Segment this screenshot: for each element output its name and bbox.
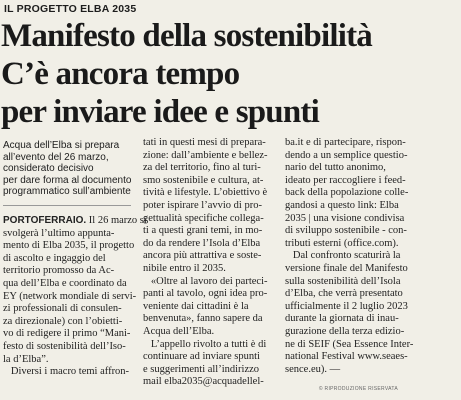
summary-line: Acqua dell’Elba si prepara <box>3 140 120 151</box>
article-first-line <box>3 214 147 228</box>
article-line: vo di redigere il primo “Mani- <box>3 328 131 340</box>
article-line: ufficialmente il 2 luglio 2023 <box>285 300 408 312</box>
column-3-lines <box>285 137 415 376</box>
article-line: L’appello rivolto a tutti è di <box>143 338 267 350</box>
article-line: veniente dai cittadini è la <box>143 300 249 312</box>
summary-line: considerato decisivo <box>3 163 94 175</box>
article-line: durante la giornata di inau- <box>285 313 399 325</box>
headline-line: C’è ancora tempo <box>1 56 240 92</box>
article-line: la d’Elba”. <box>3 353 49 365</box>
article-line: e suggerimenti all’indirizzo <box>143 363 260 375</box>
summary <box>3 140 135 198</box>
article-column-2 <box>143 137 276 389</box>
article-line: do da rendere l’Isola d’Elba <box>143 237 261 249</box>
kicker: IL PROGETTO ELBA 2035 <box>4 3 137 15</box>
summary-line: all’evento del 26 marzo, <box>3 151 109 163</box>
article-line: gurazione della terza edizio- <box>285 325 405 337</box>
article-line: national Festival www.seaes- <box>285 351 408 363</box>
article-column-1 <box>3 140 147 379</box>
article-line: tributi esterni (office.com). <box>285 237 399 249</box>
article-line: ancora più attrattiva e soste- <box>143 250 262 262</box>
article-line: d’Elba, che verrà presentato <box>285 288 403 300</box>
article-line: gandosi a questo link: Elba <box>285 199 399 211</box>
article-line: zione: dall’ambiente e bellez- <box>143 149 268 161</box>
article-line: sence.eu). — <box>285 363 341 375</box>
headline <box>1 17 461 131</box>
article-line: nibile entro il 2035. <box>143 262 226 274</box>
article-line: za del territorio, fino al turi- <box>143 162 261 174</box>
article-text: Il 26 marzo si <box>86 214 147 226</box>
article-line: dendo a un semplice questio- <box>285 149 408 161</box>
copyright-notice: © RIPRODUZIONE RISERVATA <box>318 386 398 392</box>
article-line: qua dell’Elba e coordinato da <box>3 277 127 289</box>
article-line: tati in questi mesi di prepara- <box>143 137 266 148</box>
article-line: back della popolazione colle- <box>285 187 409 199</box>
article-line: panti al tavolo, ogni idea pro- <box>143 288 268 300</box>
article-line: tività e lifestyle. L’obiettivo è <box>143 187 268 199</box>
article-line: za direzionale) con l’obietti- <box>3 315 123 327</box>
article-line: EY (network mondiale di servi- <box>3 290 137 302</box>
headline-line: per inviare idee e spunti <box>1 94 319 130</box>
article-column-3 <box>285 137 415 376</box>
dateline: PORTOFERRAIO. <box>3 214 87 226</box>
article-line: continuare ad inviare spunti <box>143 351 260 363</box>
article-line: 2035 | una visione condivisa <box>285 212 405 224</box>
article-line: ba.it e di partecipare, rispon- <box>285 137 406 148</box>
article-line: versione finale del Manifesto <box>285 262 408 274</box>
article-line: nario del tutto anonimo, <box>285 162 386 174</box>
article-line: smo sostenibile e cultura, at- <box>143 174 264 186</box>
article-line: gettualità specifiche collega- <box>143 212 264 224</box>
article-line: Diversi i macro temi affron- <box>3 366 130 378</box>
article-line: mento di Elba 2035, il progetto <box>3 240 135 252</box>
column-2-lines <box>143 137 276 389</box>
article-line: benvenuta», fanno sapere da <box>143 313 263 325</box>
article-line: svolgerà l’ultimo appunta- <box>3 227 115 239</box>
article-line: territorio promosso da Ac- <box>3 265 115 277</box>
article-line: ti a questi grani temi, in mo- <box>143 225 263 237</box>
article-line: mail elba2035@acquadellel- <box>143 376 264 388</box>
article-line: di sviluppo sostenibile - con- <box>285 225 407 237</box>
summary-line: per dare forma al documento <box>3 174 132 186</box>
article-line: ideato per raccogliere i feed- <box>285 174 406 186</box>
article-line: ne di SEIF (Sea Essence Inter- <box>285 338 414 350</box>
column-1-lines <box>3 228 135 379</box>
article-line: Dal confronto scaturirà la <box>285 250 401 262</box>
article-line: di ascolto e ingaggio del <box>3 252 106 264</box>
article-line: festo di sostenibilità dell’Iso- <box>3 340 126 352</box>
article-line: Acqua dell’Elba. <box>143 325 215 337</box>
summary-divider <box>3 205 131 206</box>
headline-line: Manifesto della sostenibilità <box>1 18 372 54</box>
summary-line: programmatico sull’ambiente <box>3 186 131 198</box>
article-line: zi professionali di consulen- <box>3 303 122 315</box>
article-line: sulla sostenibilità dell’Isola <box>285 275 401 287</box>
article-line: poter ispirare l’avvio di pro- <box>143 199 262 211</box>
article-line: «Oltre al lavoro dei parteci- <box>143 275 268 287</box>
